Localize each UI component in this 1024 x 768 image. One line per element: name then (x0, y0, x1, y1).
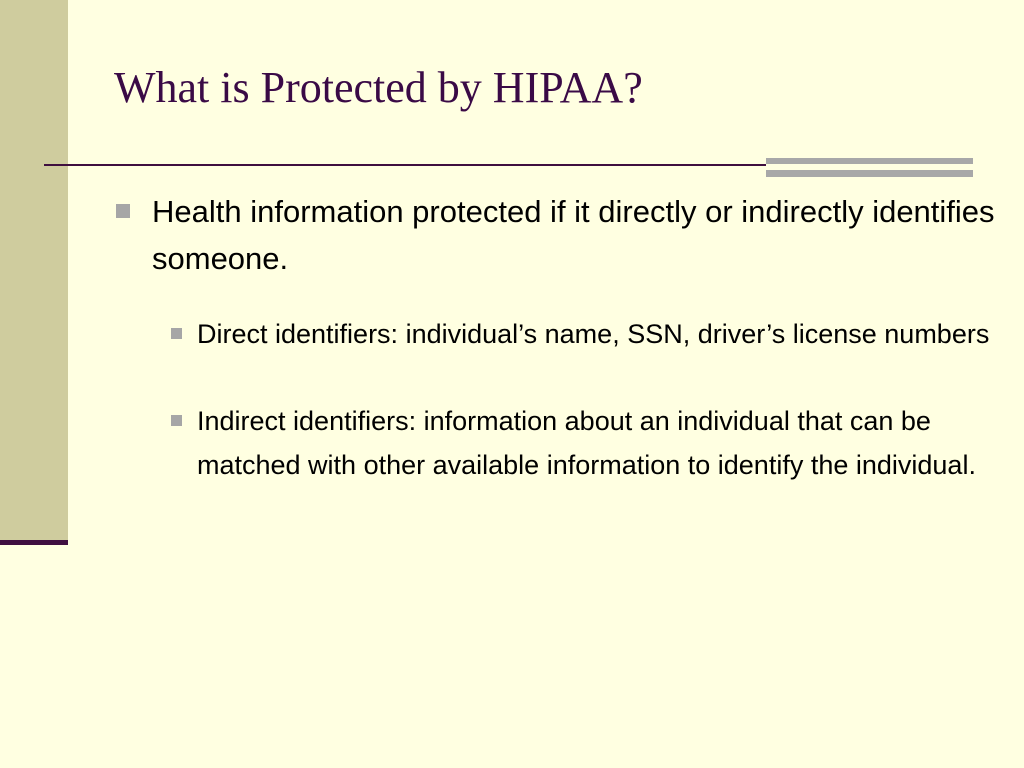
accent-bar-bottom (766, 170, 973, 177)
sub-bullet-direct-identifiers (116, 312, 996, 356)
accent-bar-top (766, 158, 973, 164)
left-band-rule (0, 540, 68, 545)
bullet-text: Health information protected if it directly or indirectly identifies someone. (152, 194, 995, 276)
sub-bullet-text: Direct identifiers: individual’s name, SSN, driver’s license numbers (197, 319, 990, 349)
left-decorative-band (0, 0, 68, 540)
square-bullet-icon (116, 204, 130, 218)
slide-title: What is Protected by HIPAA? (114, 63, 643, 112)
square-bullet-icon (171, 328, 182, 339)
square-bullet-icon (171, 415, 182, 426)
title-divider (44, 164, 766, 166)
bullet-item-health-information (116, 188, 996, 282)
sub-bullet-text: Indirect identifiers: information about an individual that can be matched with other available information to identify the individual. (197, 406, 976, 480)
sub-bullet-indirect-identifiers (116, 399, 996, 487)
slide-body (116, 188, 996, 487)
